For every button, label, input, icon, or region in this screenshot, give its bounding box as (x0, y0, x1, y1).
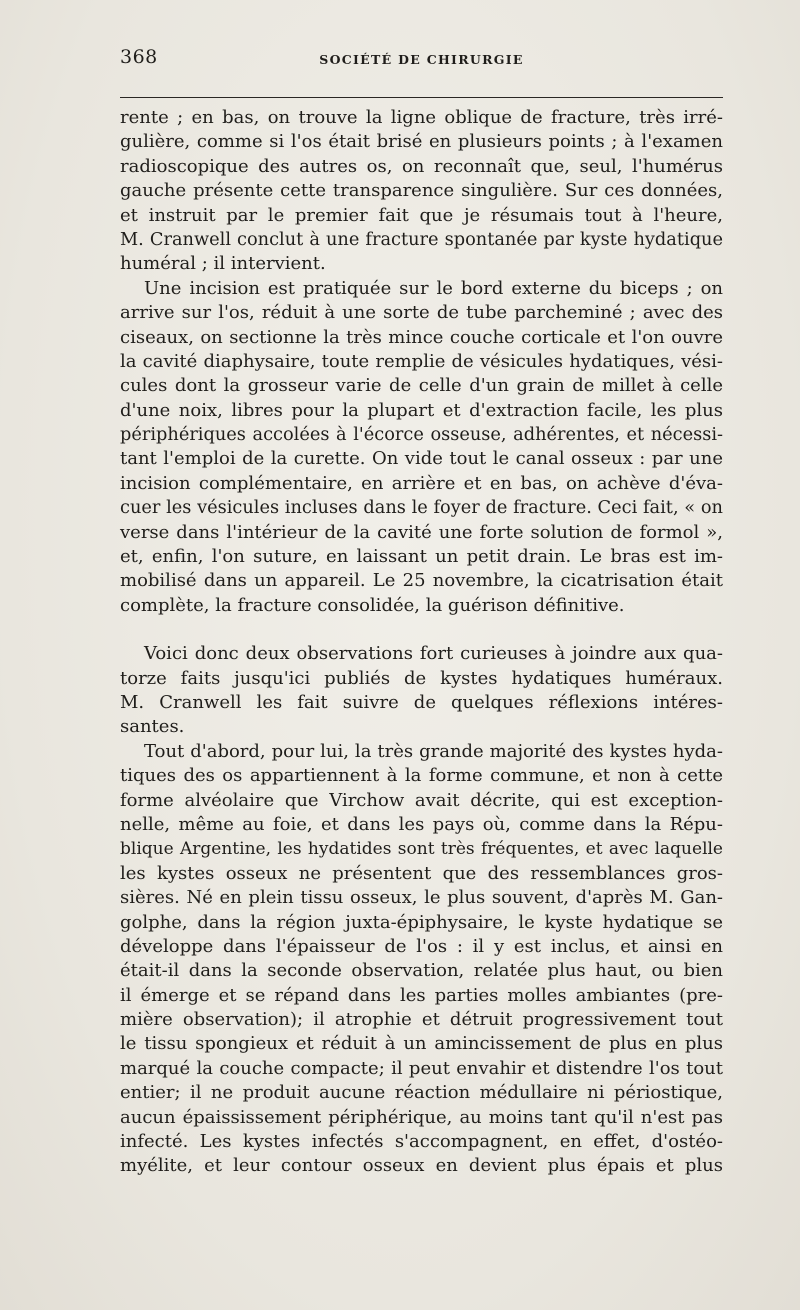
text-line: Une incision est pratiquée sur le bord externe du biceps ; on (144, 277, 723, 299)
text-line: la cavité diaphysaire, toute remplie de vésicules hydatiques, vési- (120, 350, 723, 372)
text-line: sières. Né en plein tissu osseux, le plus souvent, d'après M. Gan- (120, 887, 723, 909)
text-line: infecté. Les kystes infectés s'accompagnent, en effet, d'ostéo- (120, 1131, 723, 1153)
text-line: ciseaux, on sectionne la très mince couche corticale et l'on ouvre (120, 326, 723, 348)
text-line: entier; il ne produit aucune réaction médullaire ni périostique, (120, 1082, 723, 1104)
text-line: tant l'emploi de la curette. On vide tout le canal osseux : par une (120, 448, 723, 470)
text-line: radioscopique des autres os, on reconnaît que, seul, l'humérus (120, 155, 723, 177)
paragraph-gap (120, 618, 723, 642)
text-line: mière observation); il atrophie et détruit progressivement tout (120, 1009, 723, 1031)
paragraph-4 (120, 740, 723, 1179)
text-line: myélite, et leur contour osseux en devient plus épais et plus (120, 1155, 723, 1177)
text-line: santes. (120, 716, 185, 738)
text-line: nelle, même au foie, et dans les pays où, comme dans la Répu- (120, 813, 723, 835)
text-line: les kystes osseux ne présentent que des ressemblances gros- (120, 862, 723, 884)
running-title: SOCIÉTÉ DE CHIRURGIE (319, 52, 524, 67)
text-line: incision complémentaire, en arrière et en bas, on achève d'éva- (120, 472, 723, 494)
text-line: blique Argentine, les hydatides sont très fréquentes, et avec laquelle (120, 839, 723, 860)
text-line: Tout d'abord, pour lui, la très grande majorité des kystes hyda- (144, 740, 723, 762)
paragraph-2 (120, 277, 723, 618)
text-line: développe dans l'épaisseur de l'os : il y est inclus, et ainsi en (120, 935, 723, 957)
text-line: il émerge et se répand dans les parties molles ambiantes (pre- (120, 984, 723, 1006)
text-line: et, enfin, l'on suture, en laissant un petit drain. Le bras est im- (120, 546, 723, 568)
text-line: marqué la couche compacte; il peut envahir et distendre l'os tout (120, 1057, 723, 1079)
text-line: aucun épaississement périphérique, au moins tant qu'il n'est pas (120, 1106, 723, 1128)
text-line: complète, la fracture consolidée, la guérison définitive. (120, 594, 625, 616)
text-line: cules dont la grosseur varie de celle d'un grain de millet à celle (120, 375, 723, 397)
text-line: gauche présente cette transparence singulière. Sur ces données, (120, 180, 723, 202)
text-line: Voici donc deux observations fort curieuses à joindre aux qua- (144, 643, 723, 665)
page-header (120, 46, 723, 74)
text-line: mobilisé dans un appareil. Le 25 novembre, la cicatrisation était (120, 570, 723, 592)
text-line: cuer les vésicules incluses dans le foyer de fracture. Ceci fait, « on (120, 498, 723, 519)
body-text (120, 106, 723, 1179)
text-line: et instruit par le premier fait que je résumais tout à l'heure, (120, 204, 723, 226)
text-line: M. Cranwell les fait suivre de quelques réflexions intéres- (120, 691, 723, 713)
text-line: huméral ; il intervient. (120, 253, 326, 275)
text-line: torze faits jusqu'ici publiés de kystes hydatiques huméraux. (120, 667, 723, 689)
paragraph-1 (120, 106, 723, 277)
text-line: périphériques accolées à l'écorce osseuse, adhérentes, et nécessi- (120, 425, 723, 446)
text-line: arrive sur l'os, réduit à une sorte de tube parcheminé ; avec des (120, 302, 723, 324)
paragraph-3 (120, 642, 723, 740)
page-number: 368 (120, 46, 158, 68)
text-line: gulière, comme si l'os était brisé en plusieurs points ; à l'examen (120, 131, 723, 153)
text-line: verse dans l'intérieur de la cavité une forte solution de formol », (120, 521, 723, 543)
text-line: rente ; en bas, on trouve la ligne oblique de fracture, très irré- (120, 107, 723, 128)
text-line: golphe, dans la région juxta-épiphysaire, le kyste hydatique se (120, 911, 723, 933)
text-line: d'une noix, libres pour la plupart et d'extraction facile, les plus (120, 399, 723, 421)
text-line: M. Cranwell conclut à une fracture spontanée par kyste hydatique (120, 229, 723, 250)
text-line: forme alvéolaire que Virchow avait décrite, qui est exception- (120, 789, 723, 811)
text-line: tiques des os appartiennent à la forme commune, et non à cette (120, 765, 723, 787)
text-line: était-il dans la seconde observation, relatée plus haut, ou bien (120, 960, 723, 982)
text-line: le tissu spongieux et réduit à un amincissement de plus en plus (120, 1033, 723, 1055)
header-rule (120, 97, 723, 98)
